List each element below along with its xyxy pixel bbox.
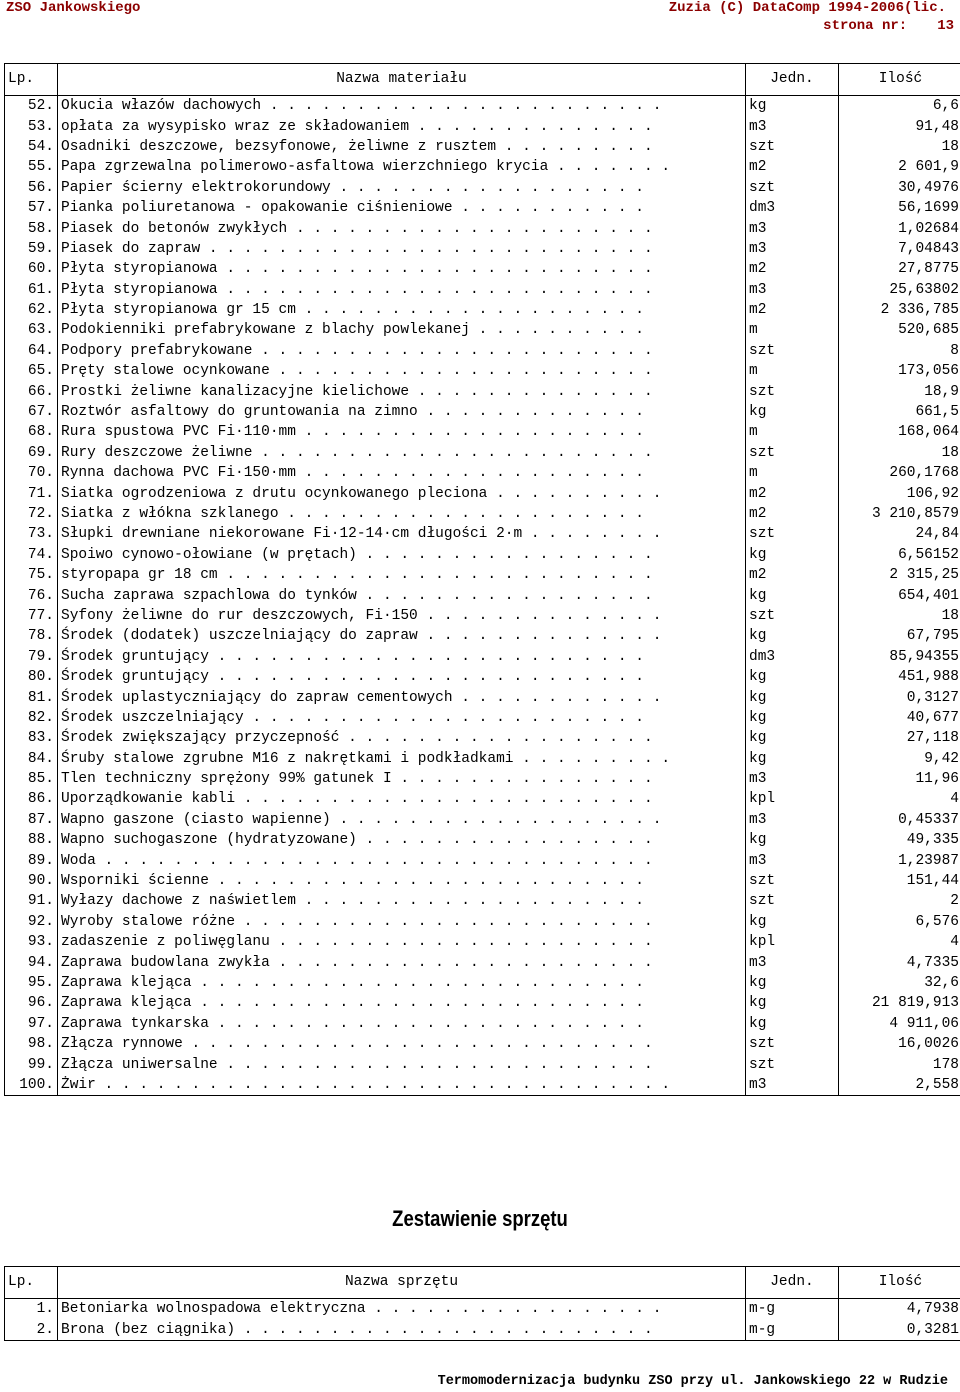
item-quantity: 6,6 xyxy=(839,96,960,117)
item-name: Sucha zaprawa szpachlowa do tynków . . . . . . . . . . . . . . . . . xyxy=(58,585,746,605)
row-number: 84. xyxy=(5,749,58,769)
item-quantity: 25,63802 xyxy=(839,280,960,300)
item-name: Syfony żeliwne do rur deszczowych, Fi·150 . . . . . . . . . . . . . . xyxy=(58,606,746,626)
materials-header-row xyxy=(5,64,960,96)
item-name: Prostki żeliwne kanalizacyjne kielichowe . . . . . . . . . . . . . . xyxy=(58,381,746,401)
item-quantity: 0,3281 xyxy=(839,1319,960,1340)
item-unit: kpl xyxy=(746,932,839,952)
row-number: 70. xyxy=(5,463,58,483)
table-row xyxy=(5,443,960,463)
item-quantity: 24,84 xyxy=(839,524,960,544)
item-quantity: 173,056 xyxy=(839,361,960,381)
table-row xyxy=(5,116,960,136)
item-name: Płyta styropianowa gr 15 cm . . . . . . . . . . . . . . . . . . . . xyxy=(58,300,746,320)
table-row xyxy=(5,361,960,381)
table-row xyxy=(5,96,960,117)
item-unit: m2 xyxy=(746,157,839,177)
item-name: Środek uszczelniający . . . . . . . . . . . . . . . . . . . . . . . xyxy=(58,708,746,728)
item-name: Wapno suchogaszone (hydratyzowane) . . . . . . . . . . . . . . . . . xyxy=(58,830,746,850)
item-name: Piasek do betonów zwykłych . . . . . . . . . . . . . . . . . . . . . xyxy=(58,218,746,238)
item-quantity: 56,1699 xyxy=(839,198,960,218)
item-name: Podokienniki prefabrykowane z blachy powlekanej . . . . . . . . . . xyxy=(58,320,746,340)
table-row xyxy=(5,871,960,891)
item-name: Siatka z włókna szklanego . . . . . . . . . . . . . . . . . . . . . xyxy=(58,504,746,524)
item-name: Papa zgrzewalna polimerowo-asfaltowa wierzchniego krycia . . . . . . . xyxy=(58,157,746,177)
item-unit: m2 xyxy=(746,565,839,585)
table-row xyxy=(5,300,960,320)
row-number: 2. xyxy=(5,1319,58,1340)
table-row xyxy=(5,585,960,605)
row-number: 77. xyxy=(5,606,58,626)
table-row xyxy=(5,1054,960,1074)
row-number: 76. xyxy=(5,585,58,605)
table-row xyxy=(5,749,960,769)
table-row xyxy=(5,341,960,361)
materials-table xyxy=(4,63,960,1096)
col-lp-header: Lp. xyxy=(5,64,58,96)
table-row xyxy=(5,606,960,626)
table-row xyxy=(5,1075,960,1096)
table-row xyxy=(5,259,960,279)
table-row xyxy=(5,137,960,157)
item-name: Środek gruntujący . . . . . . . . . . . . . . . . . . . . . . . . . xyxy=(58,647,746,667)
item-quantity: 18 xyxy=(839,443,960,463)
item-name: Środek uplastyczniający do zapraw cementowych . . . . . . . . . . . . xyxy=(58,687,746,707)
item-quantity: 11,96 xyxy=(839,769,960,789)
item-name: Złącza rynnowe . . . . . . . . . . . . . . . . . . . . . . . . . . . xyxy=(58,1034,746,1054)
item-quantity: 6,576 xyxy=(839,912,960,932)
item-name: Rury deszczowe żeliwne . . . . . . . . . . . . . . . . . . . . . . . xyxy=(58,443,746,463)
row-number: 71. xyxy=(5,483,58,503)
item-unit: m3 xyxy=(746,1075,839,1096)
row-number: 52. xyxy=(5,96,58,117)
row-number: 54. xyxy=(5,137,58,157)
item-unit: m xyxy=(746,320,839,340)
table-row xyxy=(5,545,960,565)
item-name: Brona (bez ciągnika) . . . . . . . . . . . . . . . . . . . . . . . . xyxy=(58,1319,746,1340)
item-name: Wyroby stalowe różne . . . . . . . . . . . . . . . . . . . . . . . . xyxy=(58,912,746,932)
item-unit: szt xyxy=(746,381,839,401)
item-quantity: 4,7938 xyxy=(839,1299,960,1320)
equipment-table xyxy=(4,1266,960,1341)
item-quantity: 1,02684 xyxy=(839,218,960,238)
item-quantity: 151,44 xyxy=(839,871,960,891)
item-quantity: 260,1768 xyxy=(839,463,960,483)
row-number: 58. xyxy=(5,218,58,238)
table-row xyxy=(5,993,960,1013)
table-row xyxy=(5,708,960,728)
table-row xyxy=(5,218,960,238)
item-quantity: 18 xyxy=(839,137,960,157)
page-label: strona nr: xyxy=(823,18,908,34)
row-number: 83. xyxy=(5,728,58,748)
item-unit: m3 xyxy=(746,850,839,870)
row-number: 81. xyxy=(5,687,58,707)
table-row xyxy=(5,952,960,972)
row-number: 75. xyxy=(5,565,58,585)
item-unit: kg xyxy=(746,708,839,728)
item-quantity: 8 xyxy=(839,341,960,361)
item-quantity: 4 xyxy=(839,789,960,809)
item-unit: m2 xyxy=(746,300,839,320)
item-quantity: 520,685 xyxy=(839,320,960,340)
item-name: Betoniarka wolnospadowa elektryczna . . . . . . . . . . . . . . . . . xyxy=(58,1299,746,1320)
table-row xyxy=(5,912,960,932)
row-number: 59. xyxy=(5,239,58,259)
table-row xyxy=(5,932,960,952)
table-row xyxy=(5,504,960,524)
item-name: Środek gruntujący . . . . . . . . . . . . . . . . . . . . . . . . . xyxy=(58,667,746,687)
row-number: 87. xyxy=(5,810,58,830)
col-unit-header: Jedn. xyxy=(746,1267,839,1299)
item-unit: m2 xyxy=(746,504,839,524)
item-name: Wyłazy dachowe z naświetlem . . . . . . . . . . . . . . . . . . . . xyxy=(58,891,746,911)
software-credit: Zuzia (C) DataComp 1994-2006(lic. xyxy=(668,0,946,16)
item-quantity: 4 xyxy=(839,932,960,952)
item-name: Piasek do zapraw . . . . . . . . . . . . . . . . . . . . . . . . . . xyxy=(58,239,746,259)
table-row xyxy=(5,320,960,340)
item-unit: m3 xyxy=(746,952,839,972)
row-number: 56. xyxy=(5,178,58,198)
item-unit: kg xyxy=(746,96,839,117)
item-name: opłata za wysypisko wraz ze składowaniem . . . . . . . . . . . . . . xyxy=(58,116,746,136)
item-unit: szt xyxy=(746,524,839,544)
item-unit: m2 xyxy=(746,483,839,503)
row-number: 89. xyxy=(5,850,58,870)
item-quantity: 9,42 xyxy=(839,749,960,769)
table-row xyxy=(5,769,960,789)
row-number: 95. xyxy=(5,973,58,993)
materials-body xyxy=(5,96,960,1096)
item-name: Pręty stalowe ocynkowane . . . . . . . . . . . . . . . . . . . . . . xyxy=(58,361,746,381)
table-row xyxy=(5,973,960,993)
table-row xyxy=(5,565,960,585)
item-name: Rura spustowa PVC Fi·110·mm . . . . . . . . . . . . . . . . . . . . xyxy=(58,422,746,442)
item-quantity: 654,401 xyxy=(839,585,960,605)
item-name: Roztwór asfaltowy do gruntowania na zimno . . . . . . . . . . . . . xyxy=(58,402,746,422)
row-number: 61. xyxy=(5,280,58,300)
equipment-header-row xyxy=(5,1267,960,1299)
row-number: 80. xyxy=(5,667,58,687)
row-number: 60. xyxy=(5,259,58,279)
item-unit: dm3 xyxy=(746,647,839,667)
item-unit: dm3 xyxy=(746,198,839,218)
item-quantity: 1,23987 xyxy=(839,850,960,870)
row-number: 1. xyxy=(5,1299,58,1320)
item-unit: kg xyxy=(746,545,839,565)
row-number: 68. xyxy=(5,422,58,442)
item-quantity: 49,335 xyxy=(839,830,960,850)
item-name: Zaprawa budowlana zwykła . . . . . . . . . . . . . . . . . . . . . . xyxy=(58,952,746,972)
item-quantity: 18,9 xyxy=(839,381,960,401)
row-number: 78. xyxy=(5,626,58,646)
row-number: 57. xyxy=(5,198,58,218)
table-row xyxy=(5,1299,960,1320)
row-number: 98. xyxy=(5,1034,58,1054)
col-name-header: Nazwa sprzętu xyxy=(58,1267,746,1299)
equipment-body xyxy=(5,1299,960,1341)
item-quantity: 67,795 xyxy=(839,626,960,646)
item-name: Papier ścierny elektrokorundowy . . . . . . . . . . . . . . . . . . xyxy=(58,178,746,198)
item-name: Siatka ogrodzeniowa z drutu ocynkowanego pleciona . . . . . . . . . . xyxy=(58,483,746,503)
item-unit: m3 xyxy=(746,116,839,136)
item-unit: m xyxy=(746,463,839,483)
item-quantity: 2 315,25 xyxy=(839,565,960,585)
table-row xyxy=(5,239,960,259)
row-number: 63. xyxy=(5,320,58,340)
item-quantity: 27,118 xyxy=(839,728,960,748)
row-number: 73. xyxy=(5,524,58,544)
item-quantity: 40,677 xyxy=(839,708,960,728)
item-unit: szt xyxy=(746,341,839,361)
row-number: 97. xyxy=(5,1014,58,1034)
table-row xyxy=(5,178,960,198)
item-unit: szt xyxy=(746,1034,839,1054)
item-name: Pianka poliuretanowa - opakowanie ciśnieniowe . . . . . . . . . . . xyxy=(58,198,746,218)
item-name: Spoiwo cynowo-ołowiane (w prętach) . . . . . . . . . . . . . . . . . xyxy=(58,545,746,565)
col-lp-header: Lp. xyxy=(5,1267,58,1299)
company-name: ZSO Jankowskiego xyxy=(6,0,141,16)
item-unit: szt xyxy=(746,1054,839,1074)
item-quantity: 85,94355 xyxy=(839,647,960,667)
row-number: 67. xyxy=(5,402,58,422)
item-unit: kg xyxy=(746,667,839,687)
col-name-header: Nazwa materiału xyxy=(58,64,746,96)
item-unit: kg xyxy=(746,626,839,646)
table-row xyxy=(5,1319,960,1340)
item-unit: szt xyxy=(746,606,839,626)
item-unit: kg xyxy=(746,687,839,707)
item-quantity: 4 911,06 xyxy=(839,1014,960,1034)
item-name: Wapno gaszone (ciasto wapienne) . . . . . . . . . . . . . . . . . . . xyxy=(58,810,746,830)
item-name: Śruby stalowe zgrubne M16 z nakrętkami i podkładkami . . . . . . . . . xyxy=(58,749,746,769)
item-name: Osadniki deszczowe, bezsyfonowe, żeliwne z rusztem . . . . . . . . . xyxy=(58,137,746,157)
item-name: Woda . . . . . . . . . . . . . . . . . . . . . . . . . . . . . . . . xyxy=(58,850,746,870)
item-quantity: 2 336,785 xyxy=(839,300,960,320)
row-number: 92. xyxy=(5,912,58,932)
item-unit: szt xyxy=(746,443,839,463)
table-row xyxy=(5,891,960,911)
item-quantity: 0,3127 xyxy=(839,687,960,707)
item-unit: kg xyxy=(746,749,839,769)
col-unit-header: Jedn. xyxy=(746,64,839,96)
item-quantity: 7,04843 xyxy=(839,239,960,259)
item-name: Złącza uniwersalne . . . . . . . . . . . . . . . . . . . . . . . . . xyxy=(58,1054,746,1074)
table-row xyxy=(5,728,960,748)
item-name: Zaprawa tynkarska . . . . . . . . . . . . . . . . . . . . . . . . . xyxy=(58,1014,746,1034)
document-footer: Termomodernizacja budynku ZSO przy ul. Jankowskiego 22 w Rudzie xyxy=(437,1374,948,1389)
item-quantity: 18 xyxy=(839,606,960,626)
page-indicator xyxy=(823,18,954,34)
row-number: 85. xyxy=(5,769,58,789)
item-unit: m3 xyxy=(746,810,839,830)
row-number: 82. xyxy=(5,708,58,728)
table-row xyxy=(5,830,960,850)
item-unit: m3 xyxy=(746,280,839,300)
row-number: 65. xyxy=(5,361,58,381)
item-name: Płyta styropianowa . . . . . . . . . . . . . . . . . . . . . . . . . xyxy=(58,280,746,300)
item-quantity: 6,56152 xyxy=(839,545,960,565)
item-name: Słupki drewniane niekorowane Fi·12-14·cm długości 2·m . . . . . . . . xyxy=(58,524,746,544)
item-unit: szt xyxy=(746,891,839,911)
item-quantity: 168,064 xyxy=(839,422,960,442)
item-quantity: 91,48 xyxy=(839,116,960,136)
item-quantity: 106,92 xyxy=(839,483,960,503)
table-row xyxy=(5,483,960,503)
item-unit: szt xyxy=(746,137,839,157)
item-quantity: 3 210,8579 xyxy=(839,504,960,524)
item-name: Tlen techniczny sprężony 99% gatunek I . . . . . . . . . . . . . . . xyxy=(58,769,746,789)
table-row xyxy=(5,626,960,646)
table-row xyxy=(5,463,960,483)
row-number: 91. xyxy=(5,891,58,911)
table-row xyxy=(5,524,960,544)
row-number: 96. xyxy=(5,993,58,1013)
row-number: 94. xyxy=(5,952,58,972)
col-qty-header: Ilość xyxy=(839,64,960,96)
item-unit: kpl xyxy=(746,789,839,809)
table-row xyxy=(5,422,960,442)
item-quantity: 4,7335 xyxy=(839,952,960,972)
item-quantity: 2 xyxy=(839,891,960,911)
item-name: Zaprawa klejąca . . . . . . . . . . . . . . . . . . . . . . . . . . xyxy=(58,993,746,1013)
item-quantity: 2 601,9 xyxy=(839,157,960,177)
item-quantity: 27,8775 xyxy=(839,259,960,279)
row-number: 53. xyxy=(5,116,58,136)
item-unit: kg xyxy=(746,585,839,605)
row-number: 90. xyxy=(5,871,58,891)
table-row xyxy=(5,381,960,401)
col-qty-header: Ilość xyxy=(839,1267,960,1299)
row-number: 66. xyxy=(5,381,58,401)
item-unit: kg xyxy=(746,830,839,850)
item-unit: kg xyxy=(746,993,839,1013)
item-unit: m xyxy=(746,422,839,442)
item-unit: szt xyxy=(746,871,839,891)
item-unit: m2 xyxy=(746,259,839,279)
table-row xyxy=(5,647,960,667)
table-row xyxy=(5,687,960,707)
table-row xyxy=(5,850,960,870)
table-row xyxy=(5,402,960,422)
item-name: Środek (dodatek) uszczelniający do zapraw . . . . . . . . . . . . . . xyxy=(58,626,746,646)
row-number: 64. xyxy=(5,341,58,361)
item-quantity: 0,45337 xyxy=(839,810,960,830)
equipment-section-title: Zestawienie sprzętu xyxy=(392,1206,568,1231)
item-unit: kg xyxy=(746,912,839,932)
table-row xyxy=(5,1014,960,1034)
item-quantity: 32,6 xyxy=(839,973,960,993)
row-number: 74. xyxy=(5,545,58,565)
item-quantity: 661,5 xyxy=(839,402,960,422)
item-unit: m3 xyxy=(746,769,839,789)
item-name: Żwir . . . . . . . . . . . . . . . . . . . . . . . . . . . . . . . . . xyxy=(58,1075,746,1096)
table-row xyxy=(5,667,960,687)
item-unit: kg xyxy=(746,973,839,993)
table-row xyxy=(5,789,960,809)
item-name: Uporządkowanie kabli . . . . . . . . . . . . . . . . . . . . . . . . xyxy=(58,789,746,809)
item-unit: m3 xyxy=(746,218,839,238)
row-number: 69. xyxy=(5,443,58,463)
item-quantity: 178 xyxy=(839,1054,960,1074)
item-name: zadaszenie z poliwęglanu . . . . . . . . . . . . . . . . . . . . . . xyxy=(58,932,746,952)
item-quantity: 21 819,913 xyxy=(839,993,960,1013)
item-unit: m-g xyxy=(746,1319,839,1340)
row-number: 86. xyxy=(5,789,58,809)
row-number: 79. xyxy=(5,647,58,667)
table-row xyxy=(5,280,960,300)
item-name: styropapa gr 18 cm . . . . . . . . . . . . . . . . . . . . . . . . . xyxy=(58,565,746,585)
item-unit: m xyxy=(746,361,839,381)
item-name: Zaprawa klejąca . . . . . . . . . . . . . . . . . . . . . . . . . . xyxy=(58,973,746,993)
item-unit: kg xyxy=(746,728,839,748)
item-name: Okucia włazów dachowych . . . . . . . . . . . . . . . . . . . . . . . xyxy=(58,96,746,117)
item-unit: m3 xyxy=(746,239,839,259)
item-name: Wsporniki ścienne . . . . . . . . . . . . . . . . . . . . . . . . . xyxy=(58,871,746,891)
table-row xyxy=(5,157,960,177)
item-name: Podpory prefabrykowane . . . . . . . . . . . . . . . . . . . . . . . xyxy=(58,341,746,361)
row-number: 62. xyxy=(5,300,58,320)
item-name: Płyta styropianowa . . . . . . . . . . . . . . . . . . . . . . . . . xyxy=(58,259,746,279)
table-row xyxy=(5,198,960,218)
row-number: 99. xyxy=(5,1054,58,1074)
row-number: 88. xyxy=(5,830,58,850)
item-name: Środek zwiększający przyczepność . . . . . . . . . . . . . . . . . . xyxy=(58,728,746,748)
table-row xyxy=(5,810,960,830)
item-quantity: 451,988 xyxy=(839,667,960,687)
item-unit: kg xyxy=(746,1014,839,1034)
item-unit: szt xyxy=(746,178,839,198)
item-quantity: 16,0026 xyxy=(839,1034,960,1054)
page-number: 13 xyxy=(937,18,954,34)
row-number: 93. xyxy=(5,932,58,952)
row-number: 55. xyxy=(5,157,58,177)
item-name: Rynna dachowa PVC Fi·150·mm . . . . . . . . . . . . . . . . . . . . xyxy=(58,463,746,483)
table-row xyxy=(5,1034,960,1054)
item-unit: m-g xyxy=(746,1299,839,1320)
row-number: 100. xyxy=(5,1075,58,1096)
row-number: 72. xyxy=(5,504,58,524)
item-quantity: 2,558 xyxy=(839,1075,960,1096)
item-quantity: 30,4976 xyxy=(839,178,960,198)
item-unit: kg xyxy=(746,402,839,422)
